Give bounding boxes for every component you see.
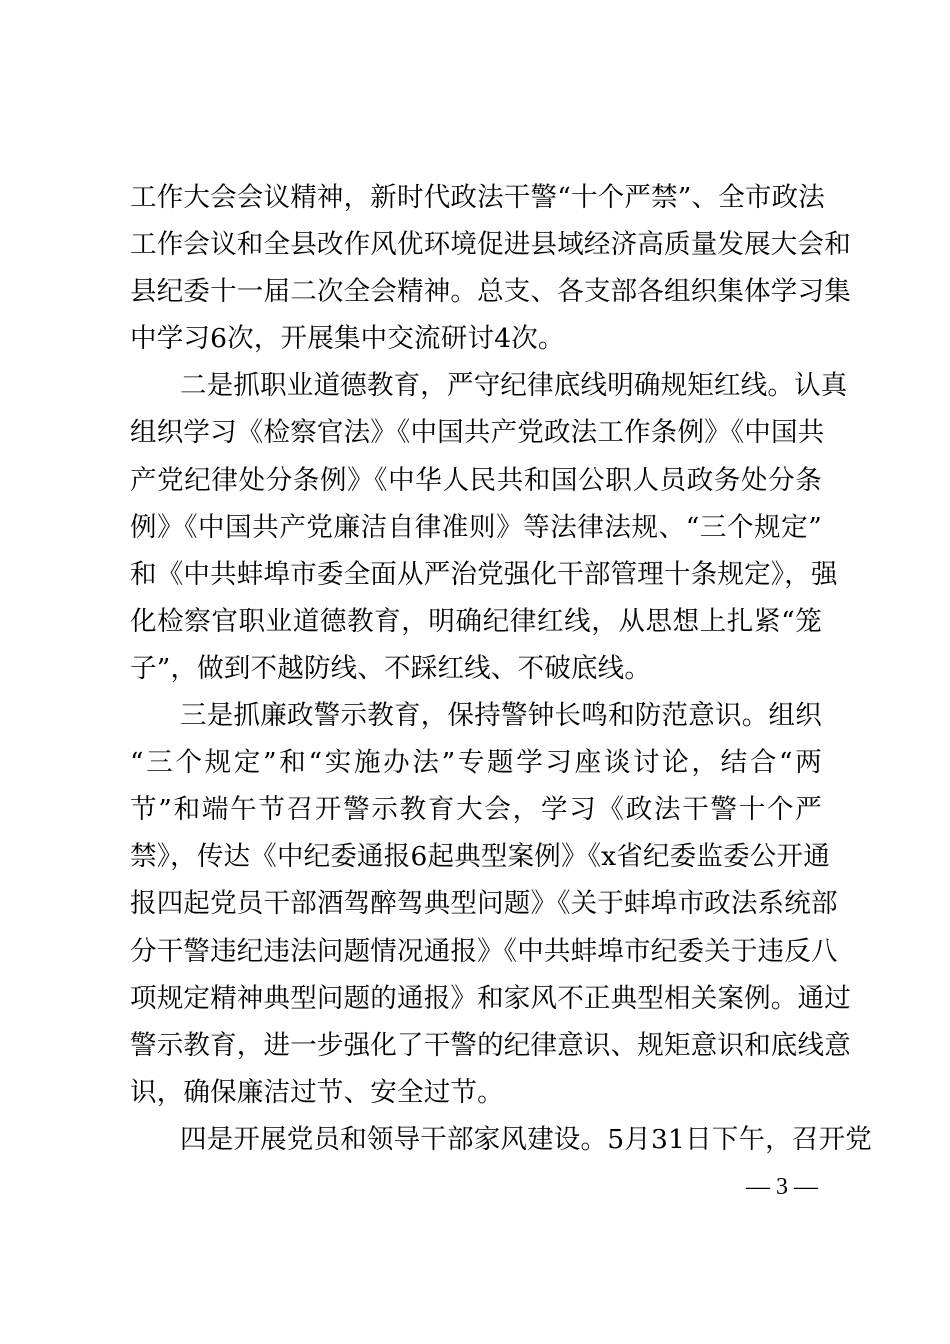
paragraph-2-line-4: 例》《中国共产党廉洁自律准则》等法律法规、“三个规定” [130,511,822,543]
paragraph-2-line-5: 和《中共蚌埠市委全面从严治党强化干部管理十条规定》，强 [130,558,838,590]
paragraph-4-line-1: 四是开展党员和领导干部家风建设。5月31日下午，召开党 [180,1123,872,1155]
paragraph-3-line-3: 节”和端午节召开警示教育大会，学习《政法干警十个严 [130,794,822,826]
paragraph-3-line-9: 识，确保廉洁过节、安全过节。 [130,1076,504,1108]
paragraph-2-line-6: 化检察官职业道德教育，明确纪律红线，从思想上扎紧“笼 [130,605,822,637]
paragraph-3-line-5: 报四起党员干部酒驾醉驾典型问题》《关于蚌埠市政法系统部 [130,888,838,920]
paragraph-1-line-3: 县纪委十一届二次全会精神。总支、各支部各组织集体学习集 [130,276,851,308]
paragraph-1-line-1: 工作大会会议精神，新时代政法干警“十个严禁”、全市政法 [130,182,825,213]
paragraph-3-line-7: 项规定精神典型问题的通报》和家风不正典型相关案例。通过 [130,982,851,1014]
paragraph-2-line-3: 产党纪律处分条例》《中华人民共和国公职人员政务处分条 [130,464,822,496]
paragraph-3-line-8: 警示教育，进一步强化了干警的纪律意识、规矩意识和底线意 [130,1029,851,1061]
paragraph-2-line-2: 组织学习《检察官法》《中国共产党政法工作条例》《中国共 [130,417,825,449]
page-number: — 3 — [746,1174,818,1200]
paragraph-3-line-6: 分干警违纪违法问题情况通报》《中共蚌埠市纪委关于违反八 [130,935,838,967]
paragraph-3-line-1: 三是抓廉政警示教育，保持警钟长鸣和防范意识。组织 [180,700,822,732]
paragraph-3-line-4: 禁》，传达《中纪委通报6起典型案例》《x省纪委监委公开通 [130,841,830,873]
paragraph-3-line-2: “三个规定”和“实施办法”专题学习座谈讨论，结合“两 [130,747,822,779]
paragraph-1-line-4: 中学习6次，开展集中交流研讨4次。 [130,323,565,355]
body-text [130,174,872,1163]
paragraph-2-line-1: 二是抓职业道德教育，严守纪律底线明确规矩红线。认真 [180,370,848,402]
paragraph-1-line-2: 工作会议和全县改作风优环境促进县域经济高质量发展大会和 [130,229,851,261]
paragraph-2-line-7: 子”，做到不越防线、不踩红线、不破底线。 [130,652,652,684]
